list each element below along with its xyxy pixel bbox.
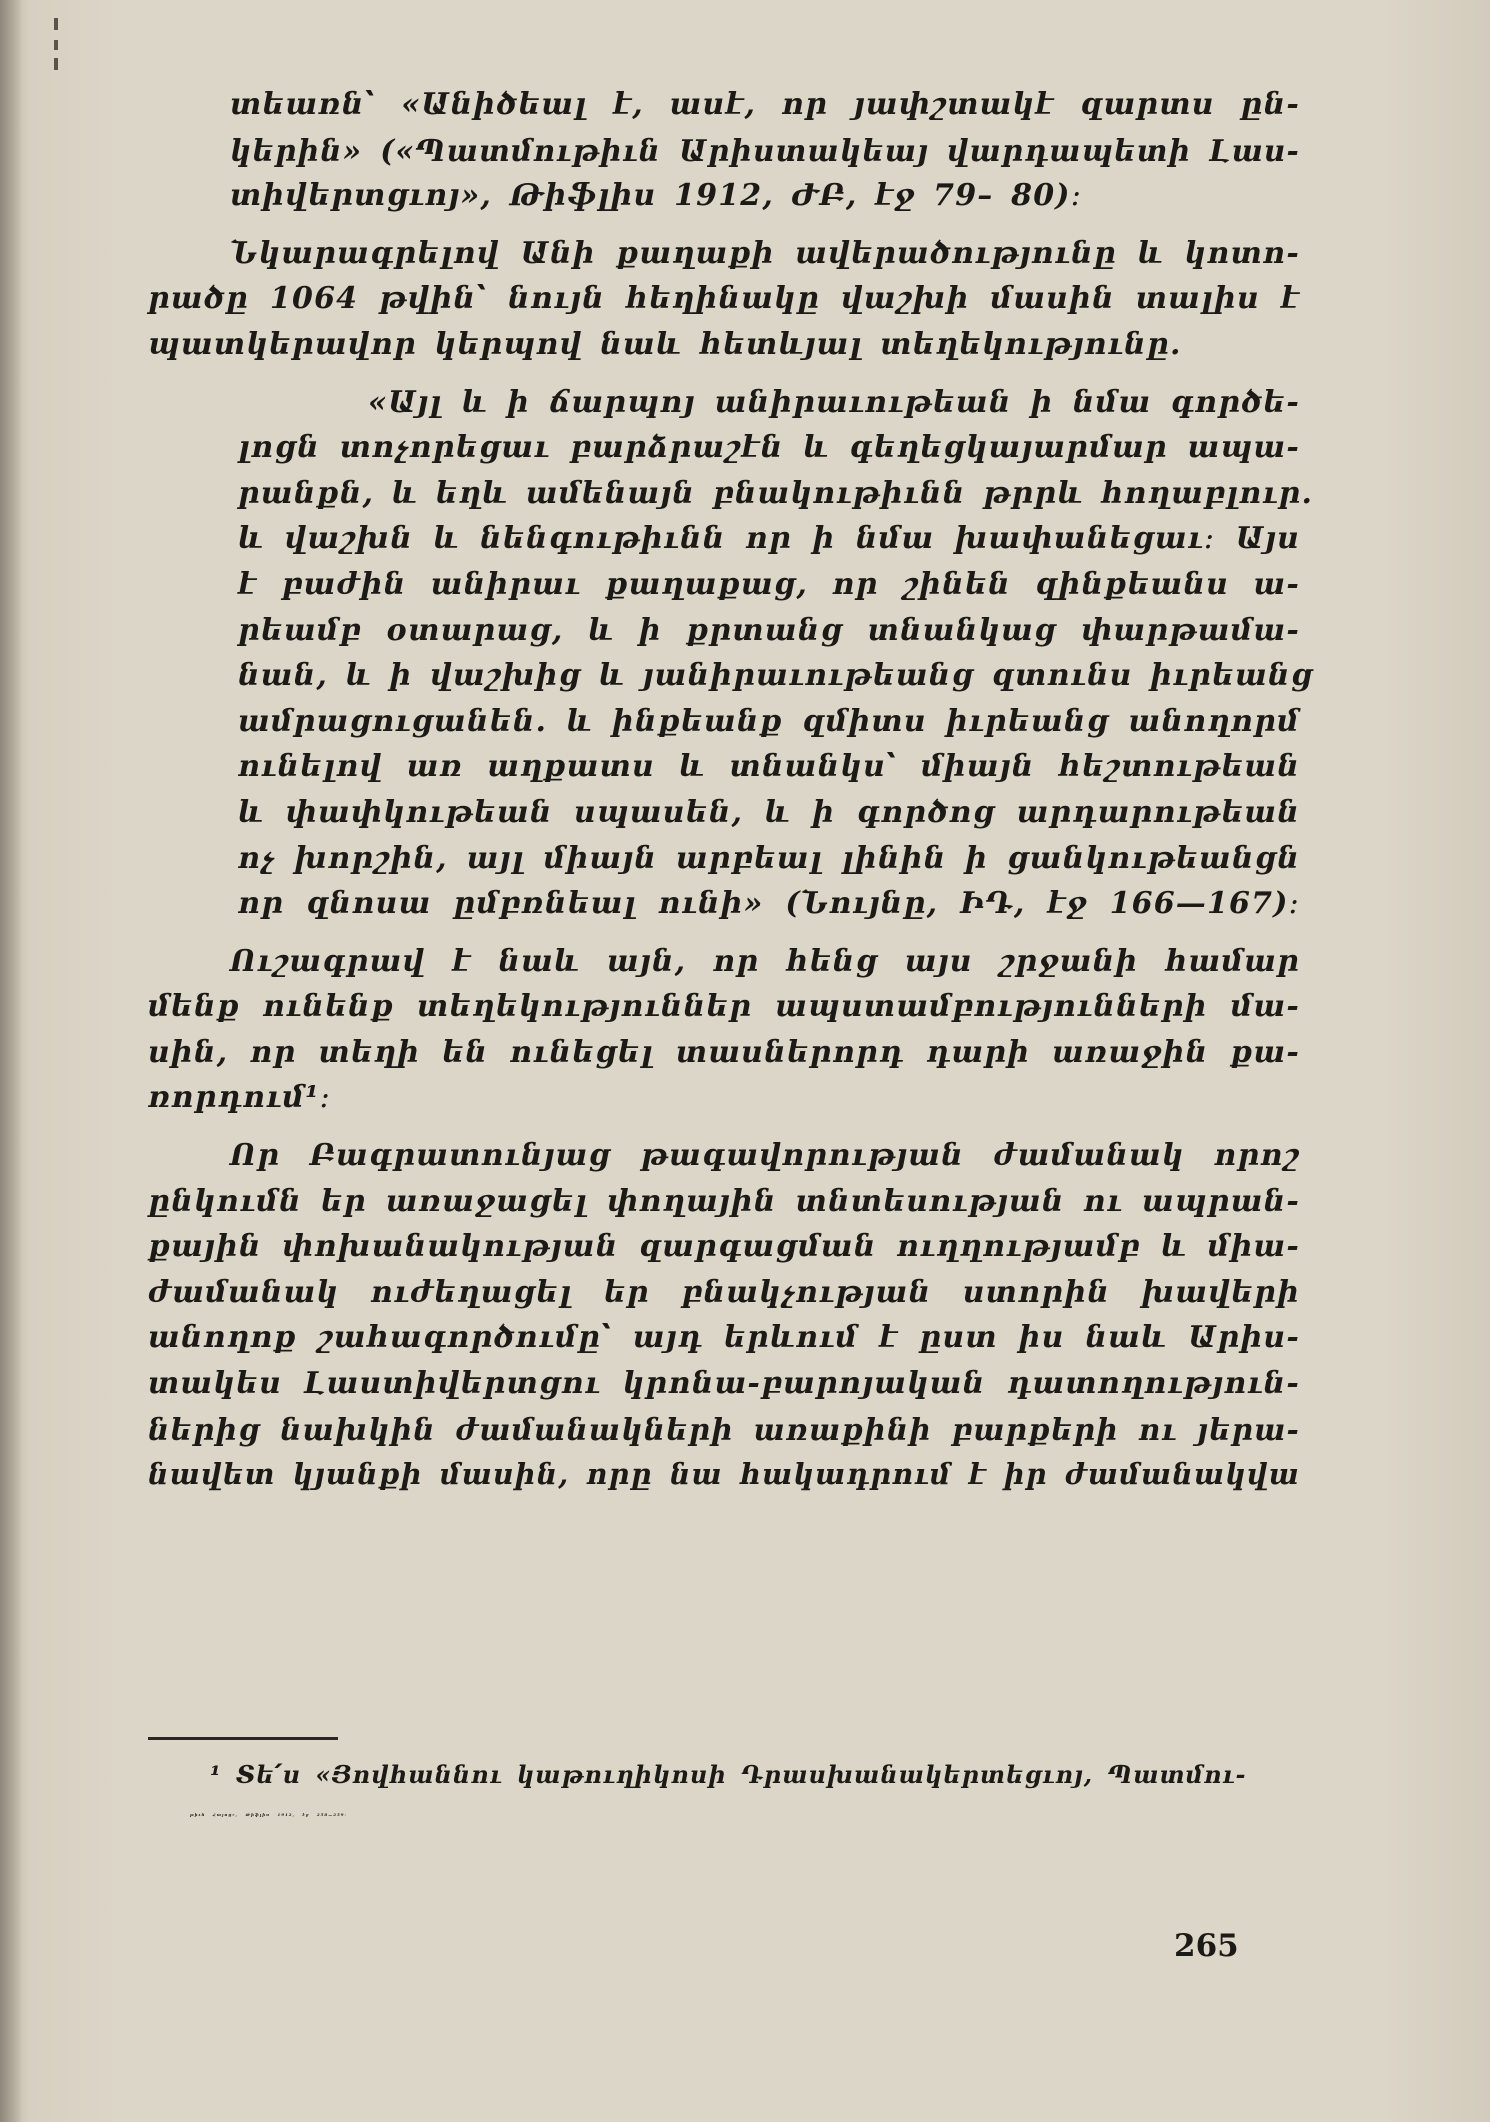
quote-line: ոչ խորշին, այլ միայն արբեալ լինին ի ցանկութեանցն bbox=[238, 840, 1300, 876]
quote-line: նան, և ի վաշխից և յանիրաւութեանց զտունս իւրեանց bbox=[238, 658, 1314, 694]
quote-line: լոցն տոչորեցաւ բարձրաշէն և գեղեցկայարմար ապա- bbox=[238, 430, 1300, 466]
text-line: սին, որ տեղի են ունեցել տասներորդ դարի առաջին քա- bbox=[148, 1034, 1300, 1070]
quote-line: որ զնոսա ըմբռնեալ ունի» (Նույնը, ԻԴ, էջ 166—167)։ bbox=[238, 886, 1300, 922]
quote-line: և փափկութեան սպասեն, և ի գործոց արդարութեան bbox=[238, 794, 1300, 830]
text-line: քային փոխանակության զարգացման ուղղությամբ և միա- bbox=[148, 1229, 1300, 1265]
binding-mark bbox=[54, 58, 58, 70]
text-line: ռորդում¹։ bbox=[148, 1080, 331, 1116]
footnotes bbox=[190, 1755, 1310, 1835]
text-line: ներից նախկին ժամանակների առաքինի բարքերի ու յերա- bbox=[148, 1411, 1300, 1447]
text-line: տեառն՝ «Անիծեալ է, ասէ, որ յափշտակէ զարտս ըն- bbox=[230, 87, 1300, 122]
text-line: Նկարագրելով Անի քաղաքի ավերածությունը և կոտո- bbox=[230, 235, 1300, 271]
text-line: մենք ունենք տեղեկություններ ապստամբությունների մա- bbox=[148, 989, 1300, 1025]
text-line: Ուշագրավ է նաև այն, որ հենց այս շրջանի համար bbox=[230, 943, 1300, 979]
quote-line: և վաշխն և նենգութիւնն որ ի նմա խափանեցաւ։ Այս bbox=[238, 521, 1300, 557]
text-line: նավետ կյանքի մասին, որը նա հակադրում է իր ժամանակվա bbox=[148, 1457, 1300, 1492]
text-line: տակես Լաստիվերտցու կրոնա-բարոյական դատողություն- bbox=[148, 1366, 1300, 1402]
binding-mark bbox=[54, 40, 58, 50]
footnote-line: ¹ Տե՛ս «Յովհաննու կաթուղիկոսի Դրասխանակերտեցւոյ, Պատմու- bbox=[210, 1760, 1247, 1789]
paragraph-continuation bbox=[148, 82, 1300, 219]
text-line: կերին» («Պատմութիւն Արիստակեայ վարդապետի Լաս- bbox=[230, 132, 1300, 168]
text-line: Որ Բագրատունյաց թագավորության ժամանակ որոշ bbox=[230, 1138, 1300, 1174]
text-line: ժամանակ ուժեղացել եր բնակչության ստորին խավերի bbox=[148, 1274, 1300, 1310]
paragraph bbox=[148, 939, 1300, 1121]
quote-line: է բաժին անիրաւ քաղաքաց, որ շինեն զինքեանս ա- bbox=[238, 566, 1300, 602]
paragraph bbox=[148, 231, 1300, 368]
text-line: պատկերավոր կերպով նաև հետևյալ տեղեկությունը. bbox=[148, 326, 1182, 362]
quote-line: «Այլ և ի ճարպոյ անիրաւութեան ի նմա գործե- bbox=[368, 384, 1300, 420]
text-line: րածը 1064 թվին՝ նույն հեղինակը վաշխի մասին տալիս է bbox=[148, 281, 1300, 317]
page-binding-shadow bbox=[0, 0, 22, 2122]
paragraph bbox=[148, 1133, 1300, 1498]
main-text bbox=[148, 82, 1314, 1498]
block-quote bbox=[148, 380, 1314, 927]
footnote-line: թիւն Հայոց», Թիֆլիս 1912, էջ 258—259։ bbox=[190, 1812, 347, 1817]
text-line: տիվերտցւոյ», Թիֆլիս 1912, ԺԲ, էջ 79– 80)։ bbox=[230, 178, 1083, 214]
quote-line: ունելով առ աղքատս և տնանկս՝ միայն հեշտութեան bbox=[238, 749, 1300, 785]
binding-mark bbox=[54, 18, 58, 30]
quote-line: րանքն, և եղև ամենայն բնակութիւնն թրրև հողաբլուր. bbox=[238, 475, 1314, 511]
text-line: անողոք շահագործումը՝ այդ երևում է ըստ իս նաև Արիս- bbox=[148, 1320, 1300, 1356]
page-number: 265 bbox=[1174, 1928, 1239, 1964]
quote-line: ամրացուցանեն. և ինքեանք զմիտս իւրեանց անողորմ bbox=[238, 703, 1300, 739]
text-line: ընկումն եր առաջացել փողային տնտեսության ու ապրան- bbox=[148, 1183, 1300, 1219]
footnote-divider bbox=[148, 1737, 338, 1740]
quote-line: րեամբ օտարաց, և ի քրտանց տնանկաց փարթամա- bbox=[238, 612, 1300, 648]
